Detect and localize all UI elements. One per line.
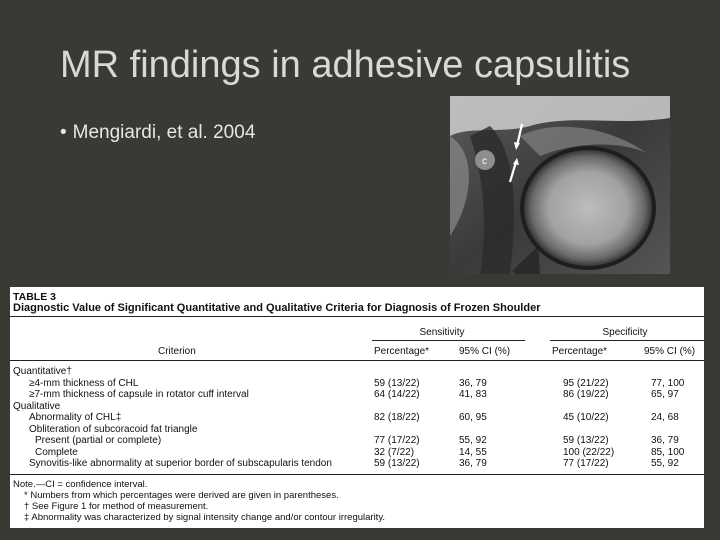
row-label: Complete <box>35 446 78 458</box>
table-cell: 86 (19/22) <box>563 389 609 400</box>
table-figure <box>10 287 704 528</box>
row-label: Qualitative <box>13 400 61 412</box>
col-header-spec-pct: Percentage* <box>552 346 608 357</box>
table-note: Note.—CI = confidence interval. <box>13 479 148 490</box>
table-cell: 64 (14/22) <box>374 389 420 400</box>
row-label: Present (partial or complete) <box>35 435 162 446</box>
row-label: ≥4-mm thickness of CHL <box>29 377 139 389</box>
row-label: Obliteration of subcoracoid fat triangle <box>29 423 198 435</box>
table-cell: 14, 55 <box>459 446 487 458</box>
table-cell: 24, 68 <box>651 412 679 423</box>
table-cell: 77, 100 <box>651 377 685 389</box>
group-rule <box>550 340 704 341</box>
table-cell: 59 (13/22) <box>374 458 420 469</box>
table-cell: 77 (17/22) <box>374 435 420 446</box>
table-cell: 60, 95 <box>459 412 487 423</box>
row-label: Quantitative† <box>13 366 72 377</box>
group-header-sensitivity: Sensitivity <box>419 327 465 338</box>
mri-shoulder-graphic <box>450 96 670 274</box>
row-label: Synovitis-like abnormality at superior border of subscapularis tendon <box>29 458 332 469</box>
col-header-criterion: Criterion <box>158 346 196 357</box>
row-label: ≥7-mm thickness of capsule in rotator cuff interval <box>29 389 249 400</box>
col-header-sens-ci: 95% CI (%) <box>459 346 511 357</box>
table-cell: 59 (13/22) <box>374 377 420 389</box>
table-cell: 100 (22/22) <box>563 446 615 458</box>
table-cell: 95 (21/22) <box>563 377 609 389</box>
table-cell: 32 (7/22) <box>374 446 415 458</box>
table-cell: 45 (10/22) <box>563 412 609 423</box>
table-rule <box>10 316 704 317</box>
row-label: Abnormality of CHL‡ <box>29 412 122 423</box>
table-cell: 36, 79 <box>459 458 487 469</box>
image-marker-c: c <box>482 156 487 167</box>
table-cell: 85, 100 <box>651 446 685 458</box>
table-note: ‡ Abnormality was characterized by signal intensity change and/or contour irregularity. <box>24 512 386 523</box>
table-rule <box>10 360 704 361</box>
table-rule <box>10 474 704 475</box>
table-cell: 55, 92 <box>459 435 487 446</box>
table-label: TABLE 3 <box>13 291 56 303</box>
col-header-spec-ci: 95% CI (%) <box>644 346 696 357</box>
table-cell: 65, 97 <box>651 389 679 400</box>
table-title: Diagnostic Value of Significant Quantitative and Qualitative Criteria for Diagnosis of Frozen Shoulder <box>13 302 541 314</box>
bullet-item <box>60 122 255 144</box>
table-cell: 82 (18/22) <box>374 412 420 423</box>
table-cell: 36, 79 <box>459 377 487 389</box>
slide-title: MR findings in adhesive capsulitis <box>60 44 631 86</box>
col-header-sens-pct: Percentage* <box>374 346 430 357</box>
table-cell: 36, 79 <box>651 435 679 446</box>
table-cell: 59 (13/22) <box>563 435 609 446</box>
bullet-text: Mengiardi, et al. 2004 <box>72 122 256 143</box>
table-cell: 77 (17/22) <box>563 458 609 469</box>
group-rule <box>372 340 525 341</box>
table-cell: 41, 83 <box>459 389 487 400</box>
table-note: † See Figure 1 for method of measurement. <box>24 501 209 512</box>
bullet-dot: • <box>60 122 67 143</box>
group-header-specificity: Specificity <box>602 327 648 338</box>
mri-image <box>450 96 670 274</box>
table-cell: 55, 92 <box>651 458 679 469</box>
table-note: * Numbers from which percentages were derived are given in parentheses. <box>24 490 339 501</box>
